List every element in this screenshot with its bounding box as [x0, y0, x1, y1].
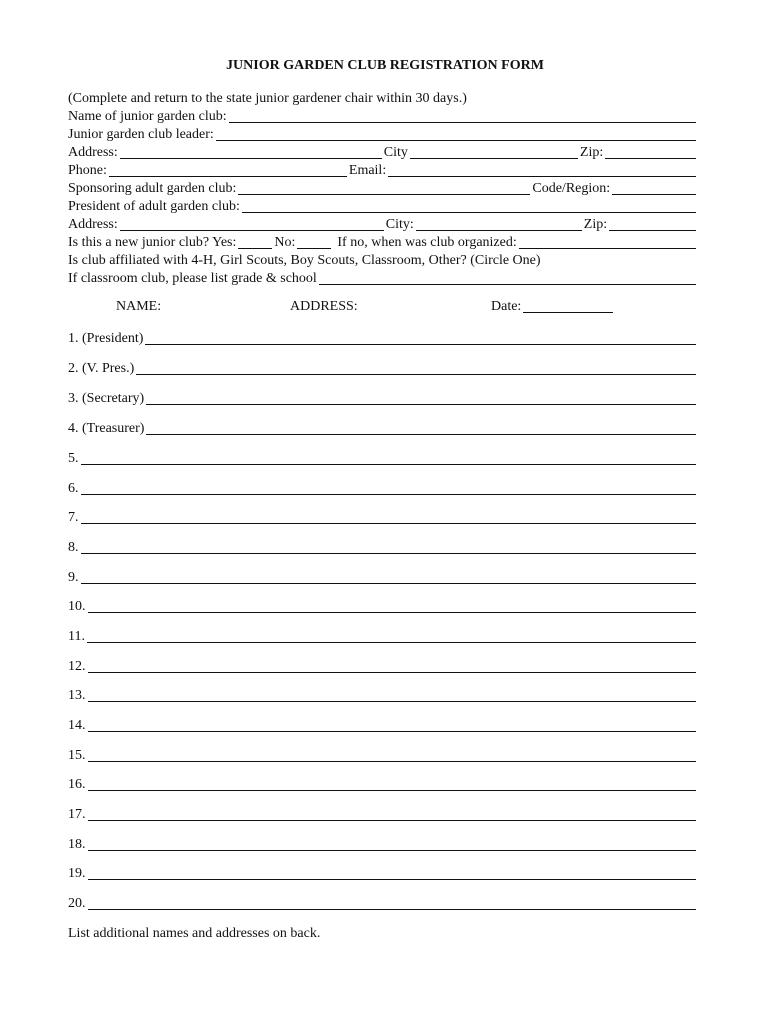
row-label: 7.	[68, 510, 79, 525]
row-blank[interactable]	[88, 837, 697, 851]
row-blank[interactable]	[81, 540, 697, 554]
address-column-header: ADDRESS:	[290, 299, 358, 314]
sponsor-label: Sponsoring adult garden club:	[68, 181, 237, 196]
row-label: 14.	[68, 718, 86, 733]
city2-blank[interactable]	[416, 217, 582, 231]
row-label: 19.	[68, 866, 86, 881]
zip-label: Zip:	[579, 145, 604, 160]
city-label: City	[383, 145, 408, 160]
row-blank[interactable]	[88, 866, 697, 880]
row-label: 13.	[68, 688, 86, 703]
row-blank[interactable]	[88, 896, 697, 910]
leader-label: Junior garden club leader:	[68, 127, 214, 142]
row-blank[interactable]	[145, 331, 696, 345]
address2-blank[interactable]	[120, 217, 384, 231]
row-blank[interactable]	[87, 629, 696, 643]
row-blank[interactable]	[81, 510, 697, 524]
address2-field	[68, 216, 698, 234]
table-row	[68, 687, 698, 705]
row-blank[interactable]	[88, 777, 697, 791]
row-label: 16.	[68, 777, 86, 792]
row-blank[interactable]	[81, 570, 697, 584]
club-name-field	[68, 108, 698, 126]
row-blank[interactable]	[136, 361, 696, 375]
row-blank[interactable]	[88, 599, 697, 613]
form-title: JUNIOR GARDEN CLUB REGISTRATION FORM	[226, 58, 544, 73]
zip2-label: Zip:	[583, 217, 608, 232]
table-row	[68, 450, 698, 468]
classroom-blank[interactable]	[319, 271, 696, 285]
row-blank[interactable]	[88, 659, 697, 673]
table-row	[68, 480, 698, 498]
row-blank[interactable]	[146, 421, 696, 435]
city2-label: City:	[385, 217, 414, 232]
address2-label: Address:	[68, 217, 118, 232]
instructions-text: (Complete and return to the state junior gardener chair within 30 days.)	[68, 91, 467, 106]
row-blank[interactable]	[88, 688, 697, 702]
name-column-header: NAME:	[116, 299, 162, 314]
club-name-blank[interactable]	[229, 109, 696, 123]
adult-president-blank[interactable]	[242, 199, 696, 213]
table-row	[68, 390, 698, 408]
table-row	[68, 509, 698, 527]
table-row	[68, 717, 698, 735]
sponsor-field	[68, 180, 698, 198]
row-label: 11.	[68, 629, 85, 644]
table-row	[68, 569, 698, 587]
row-label: 8.	[68, 540, 79, 555]
row-blank[interactable]	[81, 451, 697, 465]
email-label: Email:	[348, 163, 387, 178]
row-label: 20.	[68, 896, 86, 911]
affiliation-label: Is club affiliated with 4-H, Girl Scouts, Boy Scouts, Classroom, Other? (Circle One)	[68, 253, 541, 268]
row-blank[interactable]	[88, 748, 697, 762]
row-label: 18.	[68, 837, 86, 852]
table-row	[68, 865, 698, 883]
row-label: 1. (President)	[68, 331, 144, 346]
classroom-field	[68, 270, 698, 288]
table-row	[68, 747, 698, 765]
row-label: 17.	[68, 807, 86, 822]
row-label: 6.	[68, 481, 79, 496]
city-blank[interactable]	[410, 145, 578, 159]
table-row	[68, 539, 698, 557]
row-blank[interactable]	[146, 391, 696, 405]
row-label: 3. (Secretary)	[68, 391, 145, 406]
table-row	[68, 360, 698, 378]
table-row	[68, 895, 698, 913]
leader-blank[interactable]	[216, 127, 696, 141]
row-blank[interactable]	[88, 718, 697, 732]
zip-blank[interactable]	[605, 145, 696, 159]
email-blank[interactable]	[388, 163, 696, 177]
new-club-field	[68, 234, 698, 252]
date-label: Date:	[491, 299, 522, 314]
affiliation-field	[68, 252, 698, 270]
table-row	[68, 628, 698, 646]
address-blank[interactable]	[120, 145, 382, 159]
table-row	[68, 658, 698, 676]
date-blank[interactable]	[523, 299, 613, 313]
table-row	[68, 776, 698, 794]
no-blank[interactable]	[297, 235, 331, 249]
leader-field	[68, 126, 698, 144]
club-name-label: Name of junior garden club:	[68, 109, 227, 124]
date-field	[491, 298, 615, 316]
if-no-label: If no, when was club organized:	[337, 235, 517, 250]
table-row	[68, 330, 698, 348]
row-label: 4. (Treasurer)	[68, 421, 145, 436]
table-row	[68, 598, 698, 616]
row-label: 9.	[68, 570, 79, 585]
row-label: 10.	[68, 599, 86, 614]
row-label: 2. (V. Pres.)	[68, 361, 135, 376]
footer-note: List additional names and addresses on back.	[68, 926, 321, 941]
adult-president-field	[68, 198, 698, 216]
phone-email-field	[68, 162, 698, 180]
row-label: 15.	[68, 748, 86, 763]
yes-blank[interactable]	[238, 235, 272, 249]
phone-blank[interactable]	[109, 163, 347, 177]
address-label: Address:	[68, 145, 118, 160]
new-club-label: Is this a new junior club? Yes:	[68, 235, 237, 250]
row-blank[interactable]	[81, 481, 697, 495]
code-region-label: Code/Region:	[532, 181, 611, 196]
table-row	[68, 420, 698, 438]
no-label: No:	[274, 235, 296, 250]
adult-president-label: President of adult garden club:	[68, 199, 240, 214]
table-row	[68, 806, 698, 824]
row-label: 5.	[68, 451, 79, 466]
sponsor-blank[interactable]	[238, 181, 530, 195]
code-region-blank[interactable]	[612, 181, 696, 195]
organized-date-blank[interactable]	[519, 235, 696, 249]
row-blank[interactable]	[88, 807, 697, 821]
instructions	[68, 90, 698, 108]
zip2-blank[interactable]	[609, 217, 696, 231]
phone-label: Phone:	[68, 163, 107, 178]
classroom-label: If classroom club, please list grade & school	[68, 271, 317, 286]
table-row	[68, 836, 698, 854]
row-label: 12.	[68, 659, 86, 674]
address-field	[68, 144, 698, 162]
